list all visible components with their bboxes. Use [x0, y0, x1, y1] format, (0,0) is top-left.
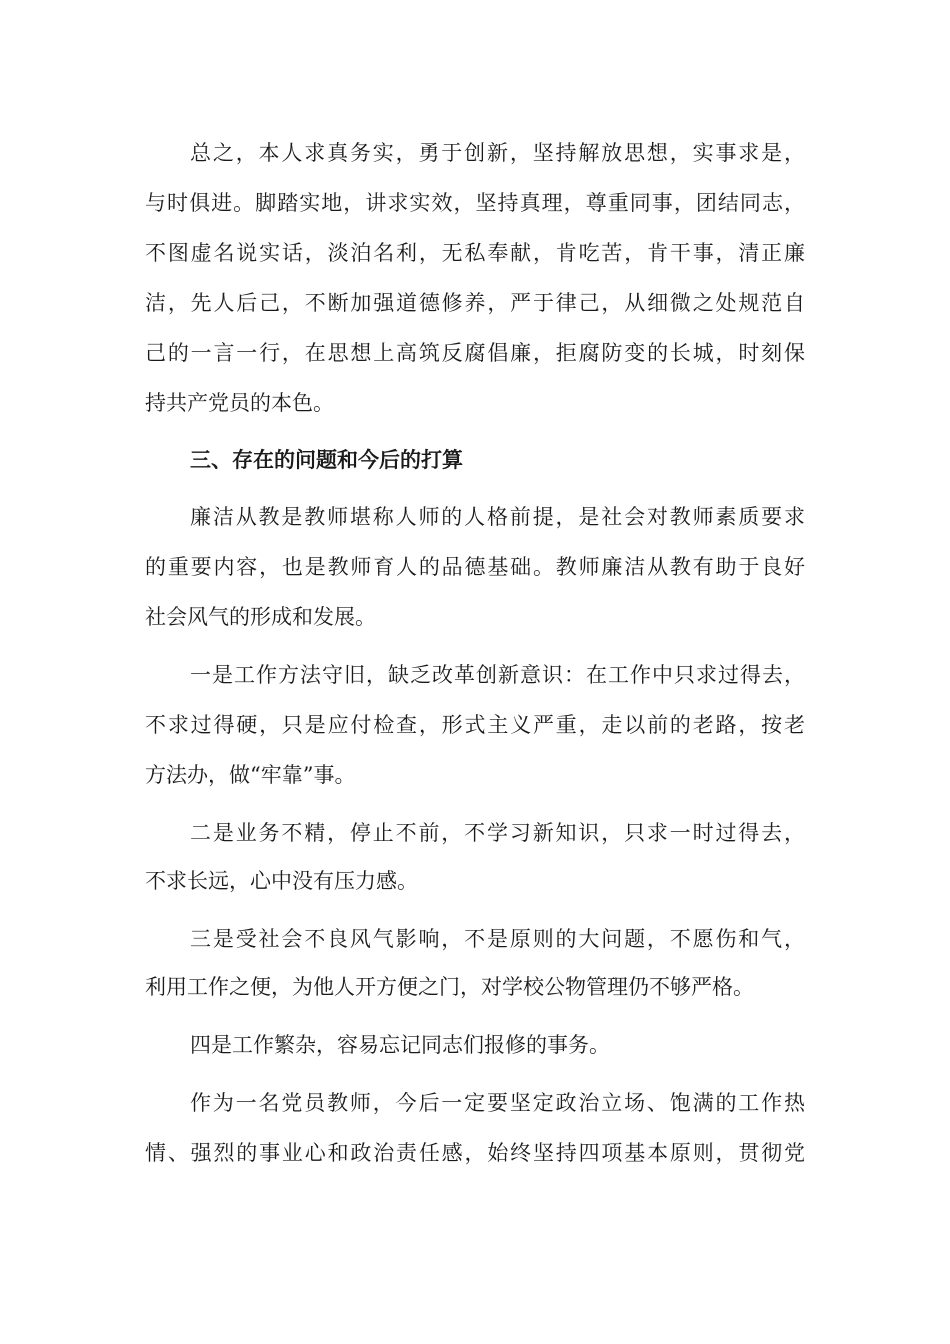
paragraph-line: 四是工作繁杂，容易忘记同志们报修的事务。 — [190, 1033, 610, 1057]
paragraph-line: 社会风气的形成和发展。 — [145, 605, 376, 629]
paragraph-line: 不图虚名说实话，淡泊名利，无私奉献，肯吃苦，肯干事，清正廉 — [145, 241, 805, 265]
paragraph-line: 的重要内容，也是教师育人的品德基础。教师廉洁从教有助于良好 — [145, 555, 805, 579]
paragraph-line: 总之，本人求真务实，勇于创新，坚持解放思想，实事求是， — [190, 141, 805, 165]
section-heading: 三、存在的问题和今后的打算 — [190, 447, 463, 472]
paragraph-line: 利用工作之便，为他人开方便之门，对学校公物管理仍不够严格。 — [145, 975, 754, 999]
paragraph-line: 己的一言一行，在思想上高筑反腐倡廉，拒腐防变的长城，时刻保 — [145, 341, 805, 365]
paragraph-line: 持共产党员的本色。 — [145, 391, 334, 415]
paragraph-line: 作为一名党员教师，今后一定要坚定政治立场、饱满的工作热 — [190, 1091, 805, 1115]
paragraph-line: 与时俱进。脚踏实地，讲求实效，坚持真理，尊重同事，团结同志， — [145, 191, 805, 215]
paragraph-line: 不求长远，心中没有压力感。 — [145, 869, 418, 893]
paragraph-line: 一是工作方法守旧，缺乏改革创新意识：在工作中只求过得去， — [190, 663, 805, 687]
paragraph-line: 廉洁从教是教师堪称人师的人格前提，是社会对教师素质要求 — [190, 505, 805, 529]
paragraph-line: 二是业务不精，停止不前，不学习新知识，只求一时过得去， — [190, 821, 805, 845]
paragraph-line: 不求过得硬，只是应付检查，形式主义严重，走以前的老路，按老 — [145, 713, 805, 737]
paragraph-line: 方法办，做“牢靠”事。 — [145, 763, 356, 787]
paragraph-line: 洁，先人后己，不断加强道德修养，严于律己，从细微之处规范自 — [145, 291, 805, 315]
paragraph-line: 情、强烈的事业心和政治责任感，始终坚持四项基本原则，贯彻党 — [145, 1141, 805, 1165]
paragraph-line: 三是受社会不良风气影响，不是原则的大问题，不愿伤和气， — [190, 927, 805, 951]
